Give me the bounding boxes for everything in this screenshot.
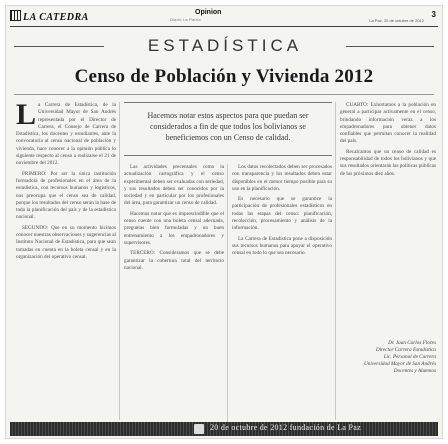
paragraph: Los datos recolectados deben ser procesados con transparencia y los resultados deben estar disponibles en el menor tiempo posible para su uso en la planificación. [232, 164, 332, 192]
page-number: 3 [431, 10, 436, 19]
paragraph: La Carrera de Estadística pone a disposición sus recursos humanos para apoyar el operativo censal en todo lo que sea necesario. [232, 235, 332, 257]
paragraph: a Carrera de Estadística, de la Universidad Mayor de San Andrés representada por el Director de Carrera, el Consejo de Carrera de Estadística, los docentes y estudiantes, ante la convocatoria al censo nacional de población y vivienda, hace conocer a la opinión pública lo siguiente respecto al censo a realizarse el 21 de noviembre del 2012. [16, 102, 116, 167]
article-column-2 [124, 164, 224, 414]
article-headline: Censo de Población y Vivienda 2012 [74, 66, 374, 87]
paragraph: PRIMERO: Por ser la única institución formadora de profesionales en el área de la estadística, con recursos humanos y logísticos, nos preocupa que el censo sea de calidad, porque los resultados del censo serán la base de toda la planificación del país y de la estadística nacional. [16, 170, 116, 221]
paragraph: CUARTO: Exhortamos a la población en general a participar activamente en el censo, brindando información veraz a los empadronadores para obtener datos confiables que permitan conocer la realidad del país. [340, 102, 436, 145]
signature-line: Lic. Personal de Carrera [383, 354, 436, 360]
column-divider [119, 102, 120, 420]
dateline: La Paz, 20 de octubre de 2012 [369, 18, 424, 23]
masthead [10, 10, 438, 24]
paragraph: Las actividades precensales como la actualización cartográfica y el censo experimental deben ser evaluadas con seriedad, y sus resultados deben ser conocidos por la sociedad y en particular por los profesionales del área, para garantizar un censo de calidad. [124, 164, 224, 207]
signature-line: Docentes y Alumnos [393, 368, 436, 374]
signature-block [348, 340, 436, 375]
newspaper-logo [10, 10, 89, 23]
paragraph: Es necesario que se garantice la participación de profesionales estadísticos en todas las etapas del censo: planificación, recolección, procesamiento y análisis de la información. [232, 196, 332, 232]
article-column-3 [232, 164, 332, 414]
masthead-divider [10, 26, 438, 27]
article-kicker: ESTADÍSTICA [147, 36, 303, 55]
drop-cap: L [16, 102, 37, 131]
paragraph: TERCERO: Consideramos que se debe garantizar la cobertura total del territorio nacional. [124, 250, 224, 271]
signature-line: Dr. Juan Carlos Flores [388, 340, 436, 346]
pull-quote: Hacemos notar estos aspectos para que puedan ser considerados a fin de que todos los bolivianos se beneficiemos con un Censo de calidad. [124, 102, 332, 156]
signature-line: Universidad Mayor de San Andrés [364, 361, 436, 367]
kicker-rule-right [346, 46, 434, 47]
column-divider [335, 102, 336, 420]
paragraph: SEGUNDO: Que en su momento hicimos conocer nuestras observaciones y sugerencias al Instituto Nacional de Estadística, para que sean tomadas en cuenta en la boleta censal y en la organización del operativo censal. [16, 224, 116, 260]
footer-emblem-icon [194, 424, 204, 434]
footer-band [10, 422, 438, 436]
logo-icon [10, 10, 21, 21]
headline-divider [14, 94, 434, 95]
logo-text: LA CATEDRA [23, 12, 89, 23]
footer-text: 20 de octubre de 2012 fundación de La Paz [210, 423, 361, 432]
signature-line: Director Carrera Estadística [375, 347, 436, 353]
section-name: Opinion [195, 9, 222, 16]
section-subtitle: Diario La Patria [170, 17, 201, 22]
article-column-1 [16, 102, 116, 420]
paragraph: Recalcamos que un censo de calidad es responsabilidad de todos los bolivianos y que sus resultados orientarán las políticas públicas de los próximos diez años. [340, 148, 436, 177]
paragraph: Hacemos notar que es imprescindible que el censo cuente con una boleta censal adecuada, preguntas bien formuladas y un buen entrenamiento a los empadronadores y supervisores. [124, 210, 224, 246]
column-divider [227, 164, 228, 422]
newspaper-page [6, 6, 442, 438]
